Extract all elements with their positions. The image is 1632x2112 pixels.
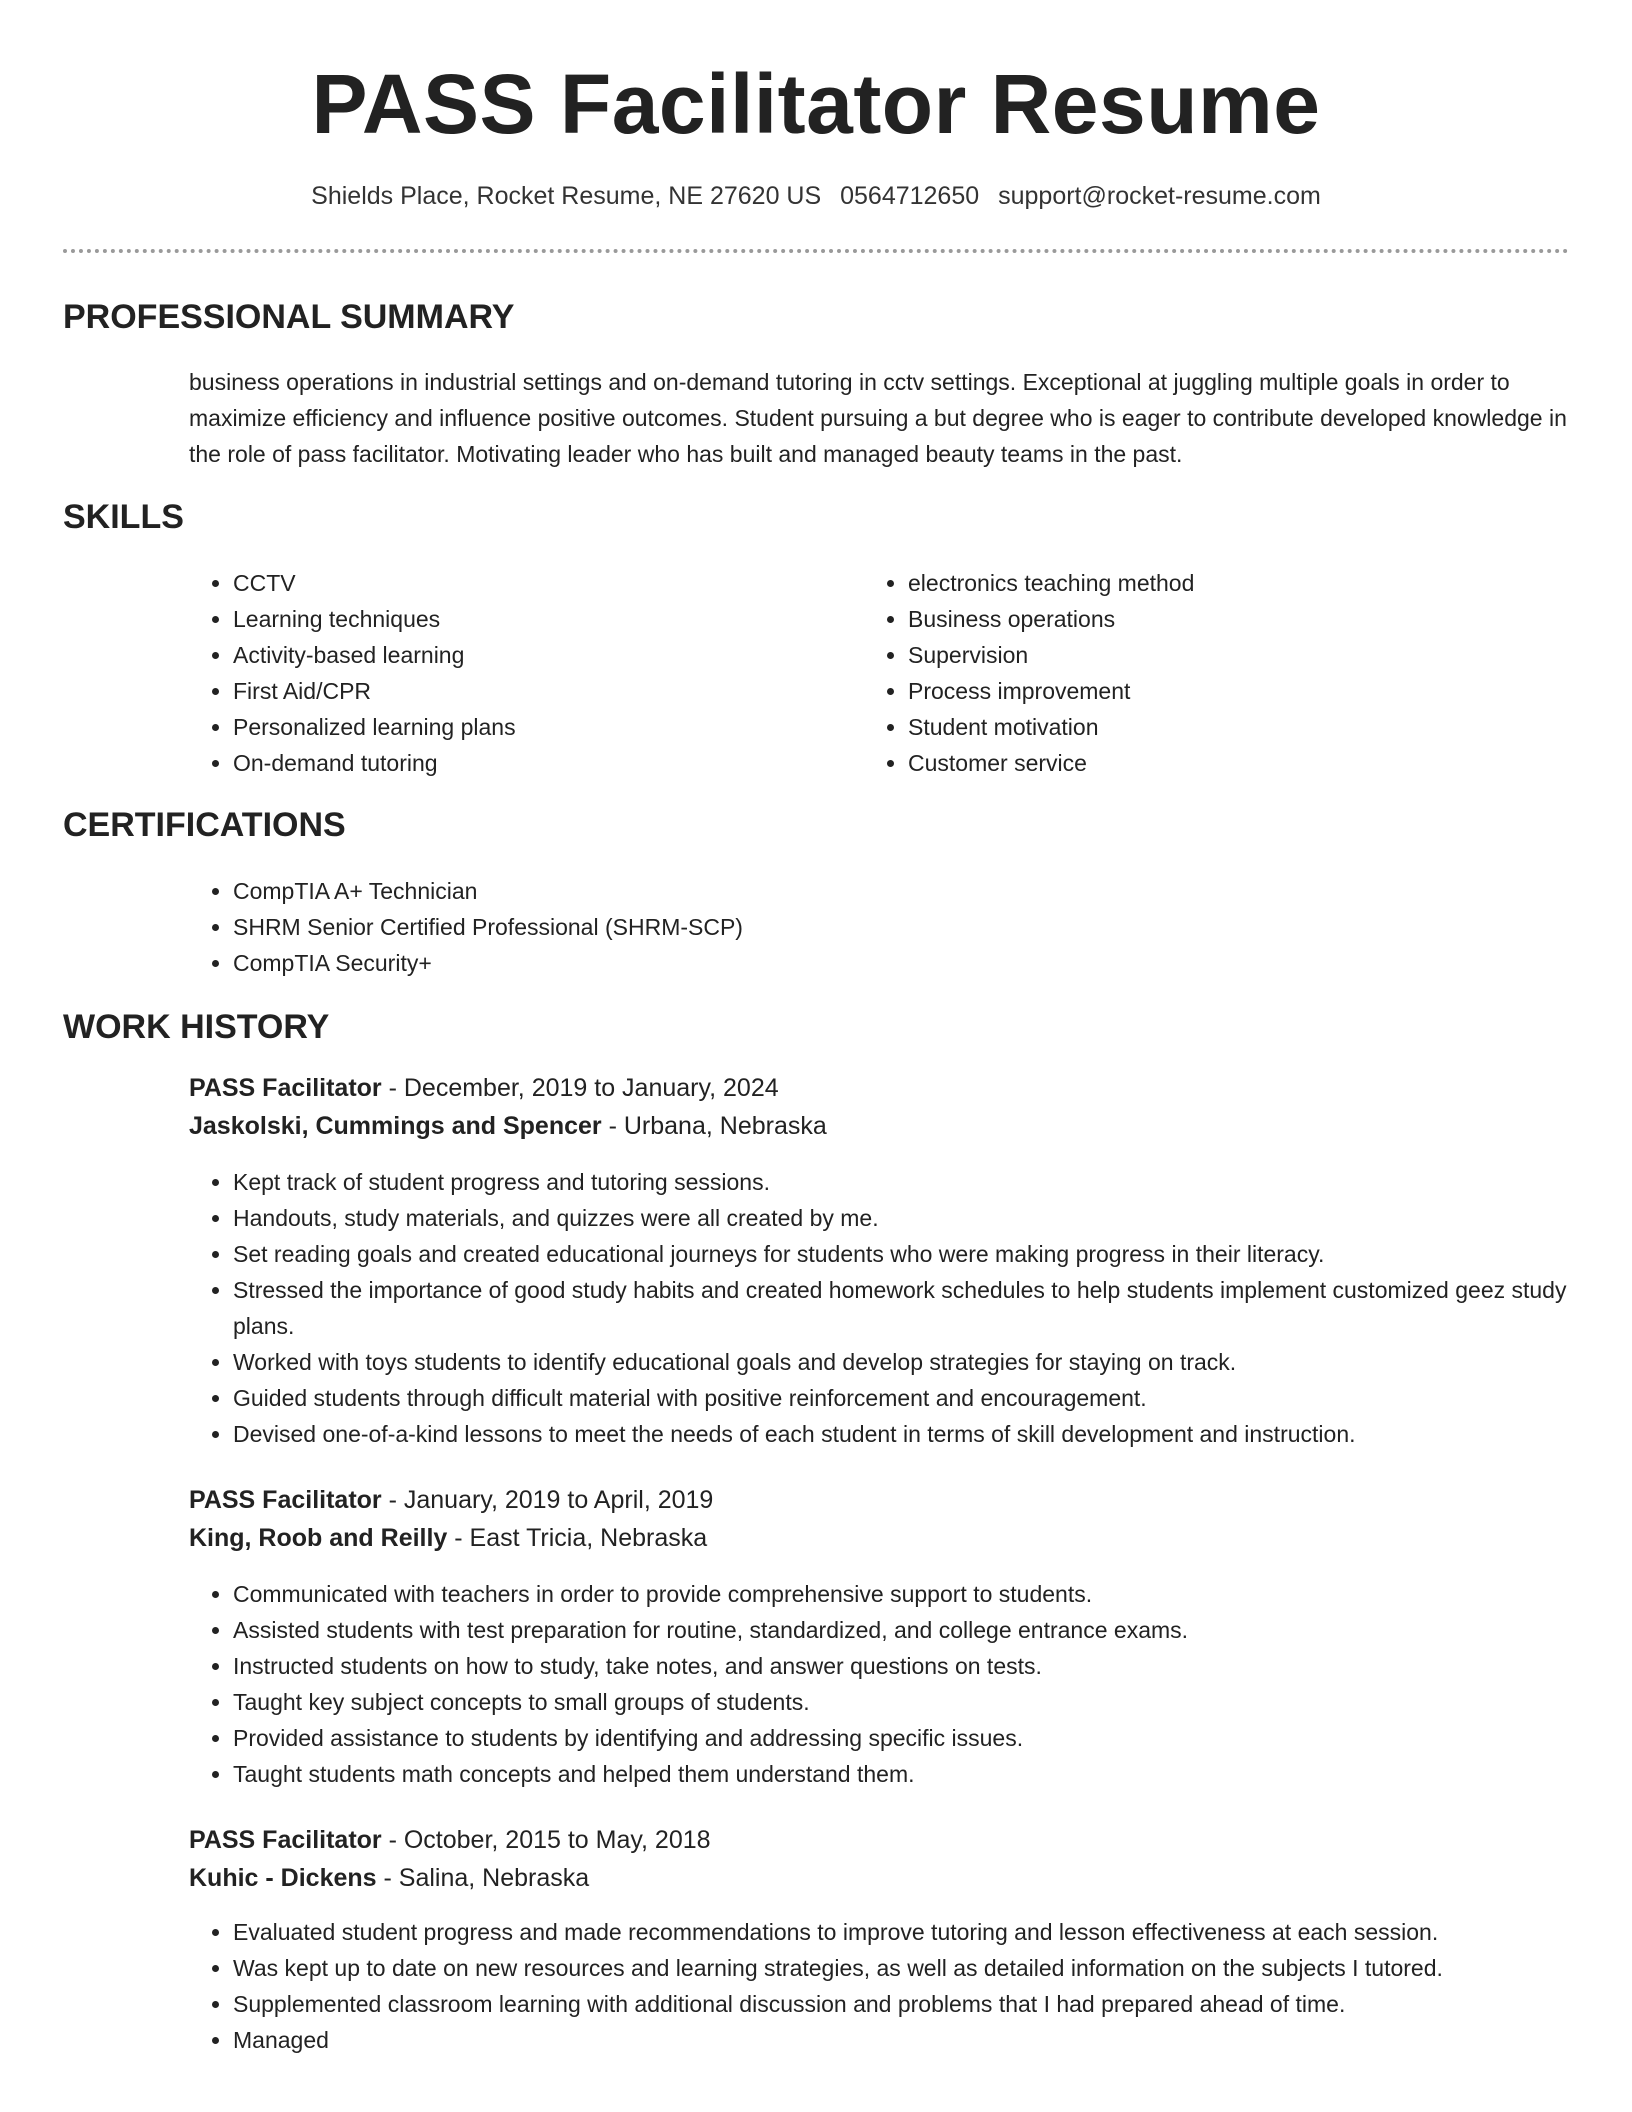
list-item: • Worked with toys students to identify educational goals and develop strategies for staying on track. — [233, 1344, 1579, 1380]
job-company-line — [189, 1112, 827, 1141]
section-title-summary: PROFESSIONAL SUMMARY — [63, 298, 515, 336]
list-item: • Taught key subject concepts to small groups of students. — [233, 1684, 1579, 1720]
job-title-line — [189, 1486, 713, 1515]
summary-text: business operations in industrial settings and on-demand tutoring in cctv settings. Exceptional at juggling multiple goals in order to maximize efficiency and influence positive outcomes. Student pursuing a but degree who is eager to contribute developed knowledge in the role of pass facilitator. Motivating leader who has built and managed beauty teams in the past. — [189, 369, 1567, 467]
job-company: King, Roob and Reilly — [189, 1524, 448, 1552]
list-item: • Devised one-of-a-kind lessons to meet the needs of each student in terms of skill development and instruction. — [233, 1416, 1579, 1452]
job-location: - Salina, Nebraska — [376, 1864, 590, 1892]
job-dates: - December, 2019 to January, 2024 — [381, 1074, 779, 1102]
list-item: • Kept track of student progress and tutoring sessions. — [233, 1164, 1579, 1200]
list-item: • CompTIA Security+ — [233, 945, 1569, 981]
list-item: • Customer service — [908, 745, 1504, 781]
job-company: Jaskolski, Cummings and Spencer — [189, 1112, 602, 1140]
certifications-list — [189, 873, 1569, 981]
contact-phone: 0564712650 — [840, 182, 980, 210]
section-title-work-history: WORK HISTORY — [63, 1008, 330, 1046]
job-bullets — [189, 1914, 1579, 2058]
header-divider — [63, 249, 1569, 253]
job-company-line — [189, 1524, 707, 1553]
section-title-certifications: CERTIFICATIONS — [63, 806, 346, 844]
list-item: • Managed — [233, 2022, 1579, 2058]
job-role: PASS Facilitator — [189, 1826, 382, 1854]
list-item: • Handouts, study materials, and quizzes were all created by me. — [233, 1200, 1579, 1236]
list-item: • Business operations — [908, 601, 1504, 637]
job-location: - Urbana, Nebraska — [601, 1112, 827, 1140]
list-item: • Process improvement — [908, 673, 1504, 709]
list-item: • First Aid/CPR — [233, 673, 829, 709]
list-item: • Was kept up to date on new resources and learning strategies, as well as detailed information on the subjects I tutored. — [233, 1950, 1579, 1986]
job-location: - East Tricia, Nebraska — [447, 1524, 708, 1552]
resume-title: PASS Facilitator Resume — [311, 57, 1321, 151]
skills-list-right — [864, 565, 1504, 781]
job-title-line — [189, 1826, 711, 1855]
job-role: PASS Facilitator — [189, 1074, 382, 1102]
list-item: • Supplemented classroom learning with additional discussion and problems that I had prepared ahead of time. — [233, 1986, 1579, 2022]
list-item: • Learning techniques — [233, 601, 829, 637]
job-company: Kuhic - Dickens — [189, 1864, 377, 1892]
list-item: • Guided students through difficult material with positive reinforcement and encouragement. — [233, 1380, 1579, 1416]
list-item: • Stressed the importance of good study habits and created homework schedules to help students implement customized geez study plans. — [233, 1272, 1579, 1344]
list-item: • Evaluated student progress and made recommendations to improve tutoring and lesson effectiveness at each session. — [233, 1914, 1579, 1950]
list-item: • Taught students math concepts and helped them understand them. — [233, 1756, 1579, 1792]
contact-address: Shields Place, Rocket Resume, NE 27620 US — [311, 182, 822, 210]
list-item: • SHRM Senior Certified Professional (SHRM-SCP) — [233, 909, 1569, 945]
list-item: • CompTIA A+ Technician — [233, 873, 1569, 909]
job-dates: - January, 2019 to April, 2019 — [381, 1486, 714, 1514]
job-bullets — [189, 1164, 1579, 1452]
skills-list-left — [189, 565, 829, 781]
job-dates: - October, 2015 to May, 2018 — [381, 1826, 711, 1854]
list-item: • Activity-based learning — [233, 637, 829, 673]
section-title-skills: SKILLS — [63, 498, 184, 536]
list-item: • Supervision — [908, 637, 1504, 673]
job-title-line — [189, 1074, 779, 1103]
list-item: • Provided assistance to students by identifying and addressing specific issues. — [233, 1720, 1579, 1756]
list-item: • Set reading goals and created educational journeys for students who were making progress in their literacy. — [233, 1236, 1579, 1272]
job-company-line — [189, 1864, 589, 1893]
list-item: • Communicated with teachers in order to provide comprehensive support to students. — [233, 1576, 1579, 1612]
job-bullets — [189, 1576, 1579, 1792]
job-role: PASS Facilitator — [189, 1486, 382, 1514]
list-item: • electronics teaching method — [908, 565, 1504, 601]
contact-line — [0, 182, 1632, 211]
list-item: • Personalized learning plans — [233, 709, 829, 745]
list-item: • On-demand tutoring — [233, 745, 829, 781]
list-item: • CCTV — [233, 565, 829, 601]
list-item: • Instructed students on how to study, take notes, and answer questions on tests. — [233, 1648, 1579, 1684]
list-item: • Student motivation — [908, 709, 1504, 745]
contact-email[interactable]: support@rocket-resume.com — [998, 182, 1321, 210]
list-item: • Assisted students with test preparation for routine, standardized, and college entrance exams. — [233, 1612, 1579, 1648]
